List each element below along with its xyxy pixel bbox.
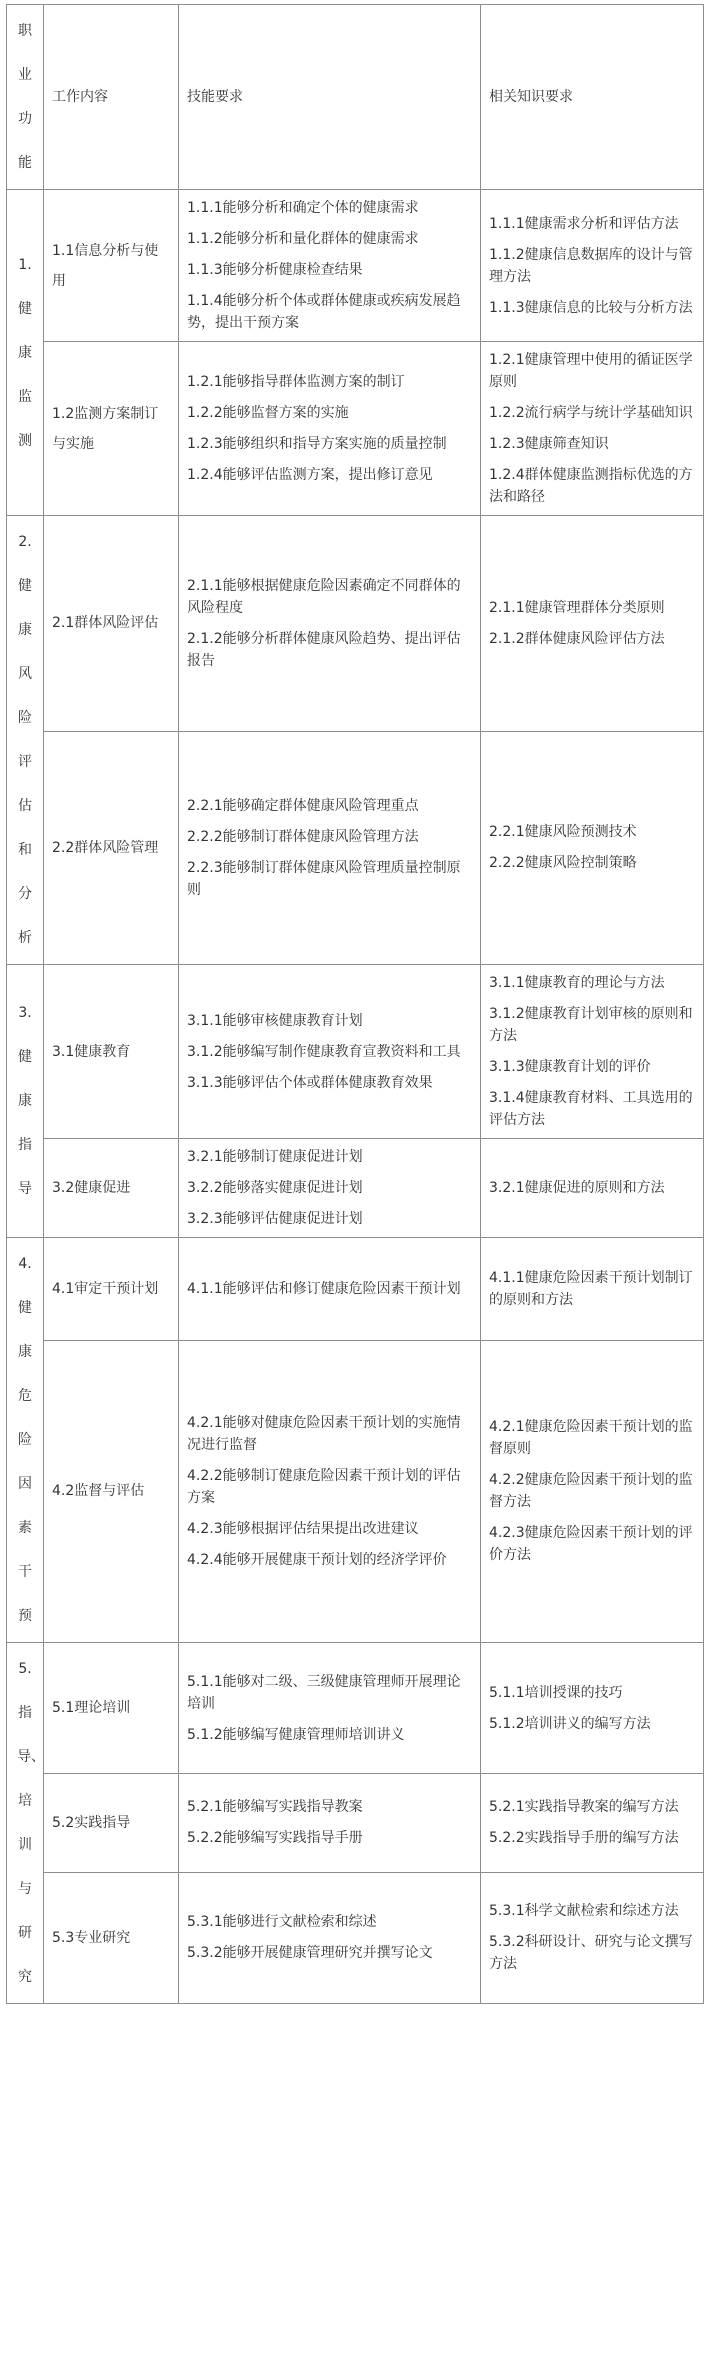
knowledge-item: 1.1.3健康信息的比较与分析方法 — [489, 299, 693, 316]
knowledge-item: 5.1.2培训讲义的编写方法 — [489, 1715, 651, 1732]
knowledge-cell — [481, 342, 704, 516]
knowledge-item: 5.3.2科研设计、研究与论文撰写方法 — [489, 1934, 693, 1973]
knowledge-item: 3.1.4健康教育材料、工具选用的评估方法 — [489, 1090, 693, 1128]
skill-cell — [179, 516, 481, 732]
function-label: 4.健康危险因素干预 — [18, 1256, 32, 1624]
work-content-cell: 3.2健康促进 — [44, 1139, 179, 1238]
knowledge-item: 4.2.2健康危险因素干预计划的监督方法 — [489, 1472, 693, 1511]
skill-item: 5.1.2能够编写健康管理师培训讲义 — [187, 1726, 405, 1743]
knowledge-cell — [481, 1340, 704, 1642]
table-row — [7, 190, 704, 342]
function-cell — [7, 190, 44, 516]
skill-cell — [179, 1238, 481, 1341]
table-row — [7, 516, 704, 732]
header-row — [7, 5, 704, 190]
skill-item: 3.1.3能够评估个体或群体健康教育效果 — [187, 1074, 433, 1091]
skill-item: 4.2.3能够根据评估结果提出改进建议 — [187, 1520, 419, 1537]
skill-item: 1.2.4能够评估监测方案，提出修订意见 — [187, 467, 433, 483]
knowledge-cell — [481, 1643, 704, 1774]
skill-cell — [179, 965, 481, 1139]
table-row — [7, 1238, 704, 1341]
function-label: 5.指导、培训与研究 — [17, 1661, 45, 1985]
knowledge-item: 1.1.1健康需求分析和评估方法 — [489, 215, 679, 232]
skill-item: 1.2.3能够组织和指导方案实施的质量控制 — [187, 436, 447, 452]
knowledge-item: 1.2.3健康筛查知识 — [489, 436, 609, 452]
knowledge-item: 2.2.1健康风险预测技术 — [489, 824, 637, 841]
skill-item: 4.2.4能够开展健康干预计划的经济学评价 — [187, 1551, 447, 1568]
skill-item: 4.2.1能够对健康危险因素干预计划的实施情况进行监督 — [187, 1414, 461, 1453]
knowledge-cell — [481, 1872, 704, 2003]
work-content-cell: 1.2监测方案制订与实施 — [44, 342, 179, 516]
function-label: 2.健康风险评估和分析 — [18, 534, 32, 946]
table-row — [7, 1139, 704, 1238]
skill-item: 5.2.1能够编写实践指导教案 — [187, 1799, 363, 1816]
header-skill: 技能要求 — [179, 5, 481, 190]
knowledge-item: 1.2.1健康管理中使用的循证医学原则 — [489, 352, 693, 390]
skill-cell — [179, 1139, 481, 1238]
table-row — [7, 1872, 704, 2003]
knowledge-item: 1.2.4群体健康监测指标优选的方法和路径 — [489, 467, 693, 505]
knowledge-cell — [481, 516, 704, 732]
knowledge-item: 2.1.2群体健康风险评估方法 — [489, 630, 665, 647]
skill-item: 3.2.2能够落实健康促进计划 — [187, 1180, 363, 1196]
function-cell — [7, 1238, 44, 1643]
skill-cell — [179, 731, 481, 964]
skill-cell — [179, 342, 481, 516]
header-work: 工作内容 — [44, 5, 179, 190]
work-content-cell: 4.2监督与评估 — [44, 1340, 179, 1642]
knowledge-item: 5.2.1实践指导教案的编写方法 — [489, 1799, 679, 1816]
skill-item: 1.1.4能够分析个体或群体健康或疾病发展趋势，提出干预方案 — [187, 293, 461, 331]
function-label: 3.健康指导 — [18, 1005, 32, 1197]
header-knowledge: 相关知识要求 — [481, 5, 704, 190]
function-cell — [7, 516, 44, 965]
knowledge-item: 3.2.1健康促进的原则和方法 — [489, 1180, 665, 1196]
skill-item: 5.2.2能够编写实践指导手册 — [187, 1830, 363, 1847]
table-row — [7, 731, 704, 964]
work-content-cell: 3.1健康教育 — [44, 965, 179, 1139]
skill-item: 3.2.3能够评估健康促进计划 — [187, 1211, 363, 1227]
skill-item: 5.1.1能够对二级、三级健康管理师开展理论培训 — [187, 1673, 461, 1712]
knowledge-item: 2.1.1健康管理群体分类原则 — [489, 599, 665, 616]
skill-item: 2.1.2能够分析群体健康风险趋势、提出评估报告 — [187, 630, 461, 669]
competency-table — [6, 4, 704, 2004]
knowledge-item: 4.2.3健康危险因素干预计划的评价方法 — [489, 1525, 693, 1564]
work-content-cell: 5.3专业研究 — [44, 1872, 179, 2003]
skill-item: 4.2.2能够制订健康危险因素干预计划的评估方案 — [187, 1467, 461, 1506]
knowledge-item: 3.1.1健康教育的理论与方法 — [489, 975, 665, 991]
knowledge-cell — [481, 190, 704, 342]
table-row — [7, 965, 704, 1139]
table-body — [7, 190, 704, 2004]
skill-cell — [179, 190, 481, 342]
knowledge-item: 5.2.2实践指导手册的编写方法 — [489, 1830, 679, 1847]
knowledge-item: 3.1.2健康教育计划审核的原则和方法 — [489, 1006, 693, 1044]
knowledge-item: 3.1.3健康教育计划的评价 — [489, 1059, 651, 1075]
skill-item: 5.3.2能够开展健康管理研究并撰写论文 — [187, 1945, 433, 1962]
knowledge-item: 1.1.2健康信息数据库的设计与管理方法 — [489, 246, 693, 285]
knowledge-cell — [481, 731, 704, 964]
skill-item: 2.1.1能够根据健康危险因素确定不同群体的风险程度 — [187, 577, 461, 616]
knowledge-item: 1.2.2流行病学与统计学基础知识 — [489, 405, 693, 421]
work-content-cell: 5.1理论培训 — [44, 1643, 179, 1774]
work-content-cell: 2.1群体风险评估 — [44, 516, 179, 732]
knowledge-item: 4.1.1健康危险因素干预计划制订的原则和方法 — [489, 1269, 693, 1308]
skill-item: 3.1.2能够编写制作健康教育宣教资料和工具 — [187, 1043, 461, 1060]
work-content-cell: 1.1信息分析与使用 — [44, 190, 179, 342]
skill-item: 1.1.3能够分析健康检查结果 — [187, 262, 363, 278]
skill-item: 2.2.3能够制订群体健康风险管理质量控制原则 — [187, 859, 461, 898]
skill-cell — [179, 1774, 481, 1873]
function-label: 1.健康监测 — [18, 256, 32, 449]
skill-item: 1.1.2能够分析和量化群体的健康需求 — [187, 231, 419, 247]
skill-item: 2.2.2能够制订群体健康风险管理方法 — [187, 828, 419, 845]
knowledge-cell — [481, 1238, 704, 1341]
skill-cell — [179, 1340, 481, 1642]
knowledge-cell — [481, 1139, 704, 1238]
table-row — [7, 1340, 704, 1642]
knowledge-item: 2.2.2健康风险控制策略 — [489, 855, 637, 872]
skill-item: 4.1.1能够评估和修订健康危险因素干预计划 — [187, 1280, 461, 1297]
skill-item: 3.1.1能够审核健康教育计划 — [187, 1012, 363, 1029]
knowledge-item: 5.3.1科学文献检索和综述方法 — [489, 1903, 679, 1920]
competency-table-wrapper — [6, 4, 704, 2004]
skill-cell — [179, 1643, 481, 1774]
knowledge-item: 4.2.1健康危险因素干预计划的监督原则 — [489, 1419, 693, 1458]
skill-item: 1.2.1能够指导群体监测方案的制订 — [187, 374, 405, 390]
knowledge-cell — [481, 1774, 704, 1873]
skill-item: 2.2.1能够确定群体健康风险管理重点 — [187, 797, 419, 814]
skill-cell — [179, 1872, 481, 2003]
work-content-cell: 4.1审定干预计划 — [44, 1238, 179, 1341]
function-cell — [7, 965, 44, 1238]
work-content-cell: 2.2群体风险管理 — [44, 731, 179, 964]
table-row — [7, 342, 704, 516]
skill-item: 1.2.2能够监督方案的实施 — [187, 405, 349, 421]
function-cell — [7, 1643, 44, 2004]
skill-item: 5.3.1能够进行文献检索和综述 — [187, 1914, 377, 1931]
table-row — [7, 1643, 704, 1774]
header-function: 职业功能 — [7, 5, 44, 190]
skill-item: 1.1.1能够分析和确定个体的健康需求 — [187, 200, 419, 216]
skill-item: 3.2.1能够制订健康促进计划 — [187, 1149, 363, 1165]
knowledge-cell — [481, 965, 704, 1139]
table-row — [7, 1774, 704, 1873]
work-content-cell: 5.2实践指导 — [44, 1774, 179, 1873]
knowledge-item: 5.1.1培训授课的技巧 — [489, 1684, 623, 1701]
